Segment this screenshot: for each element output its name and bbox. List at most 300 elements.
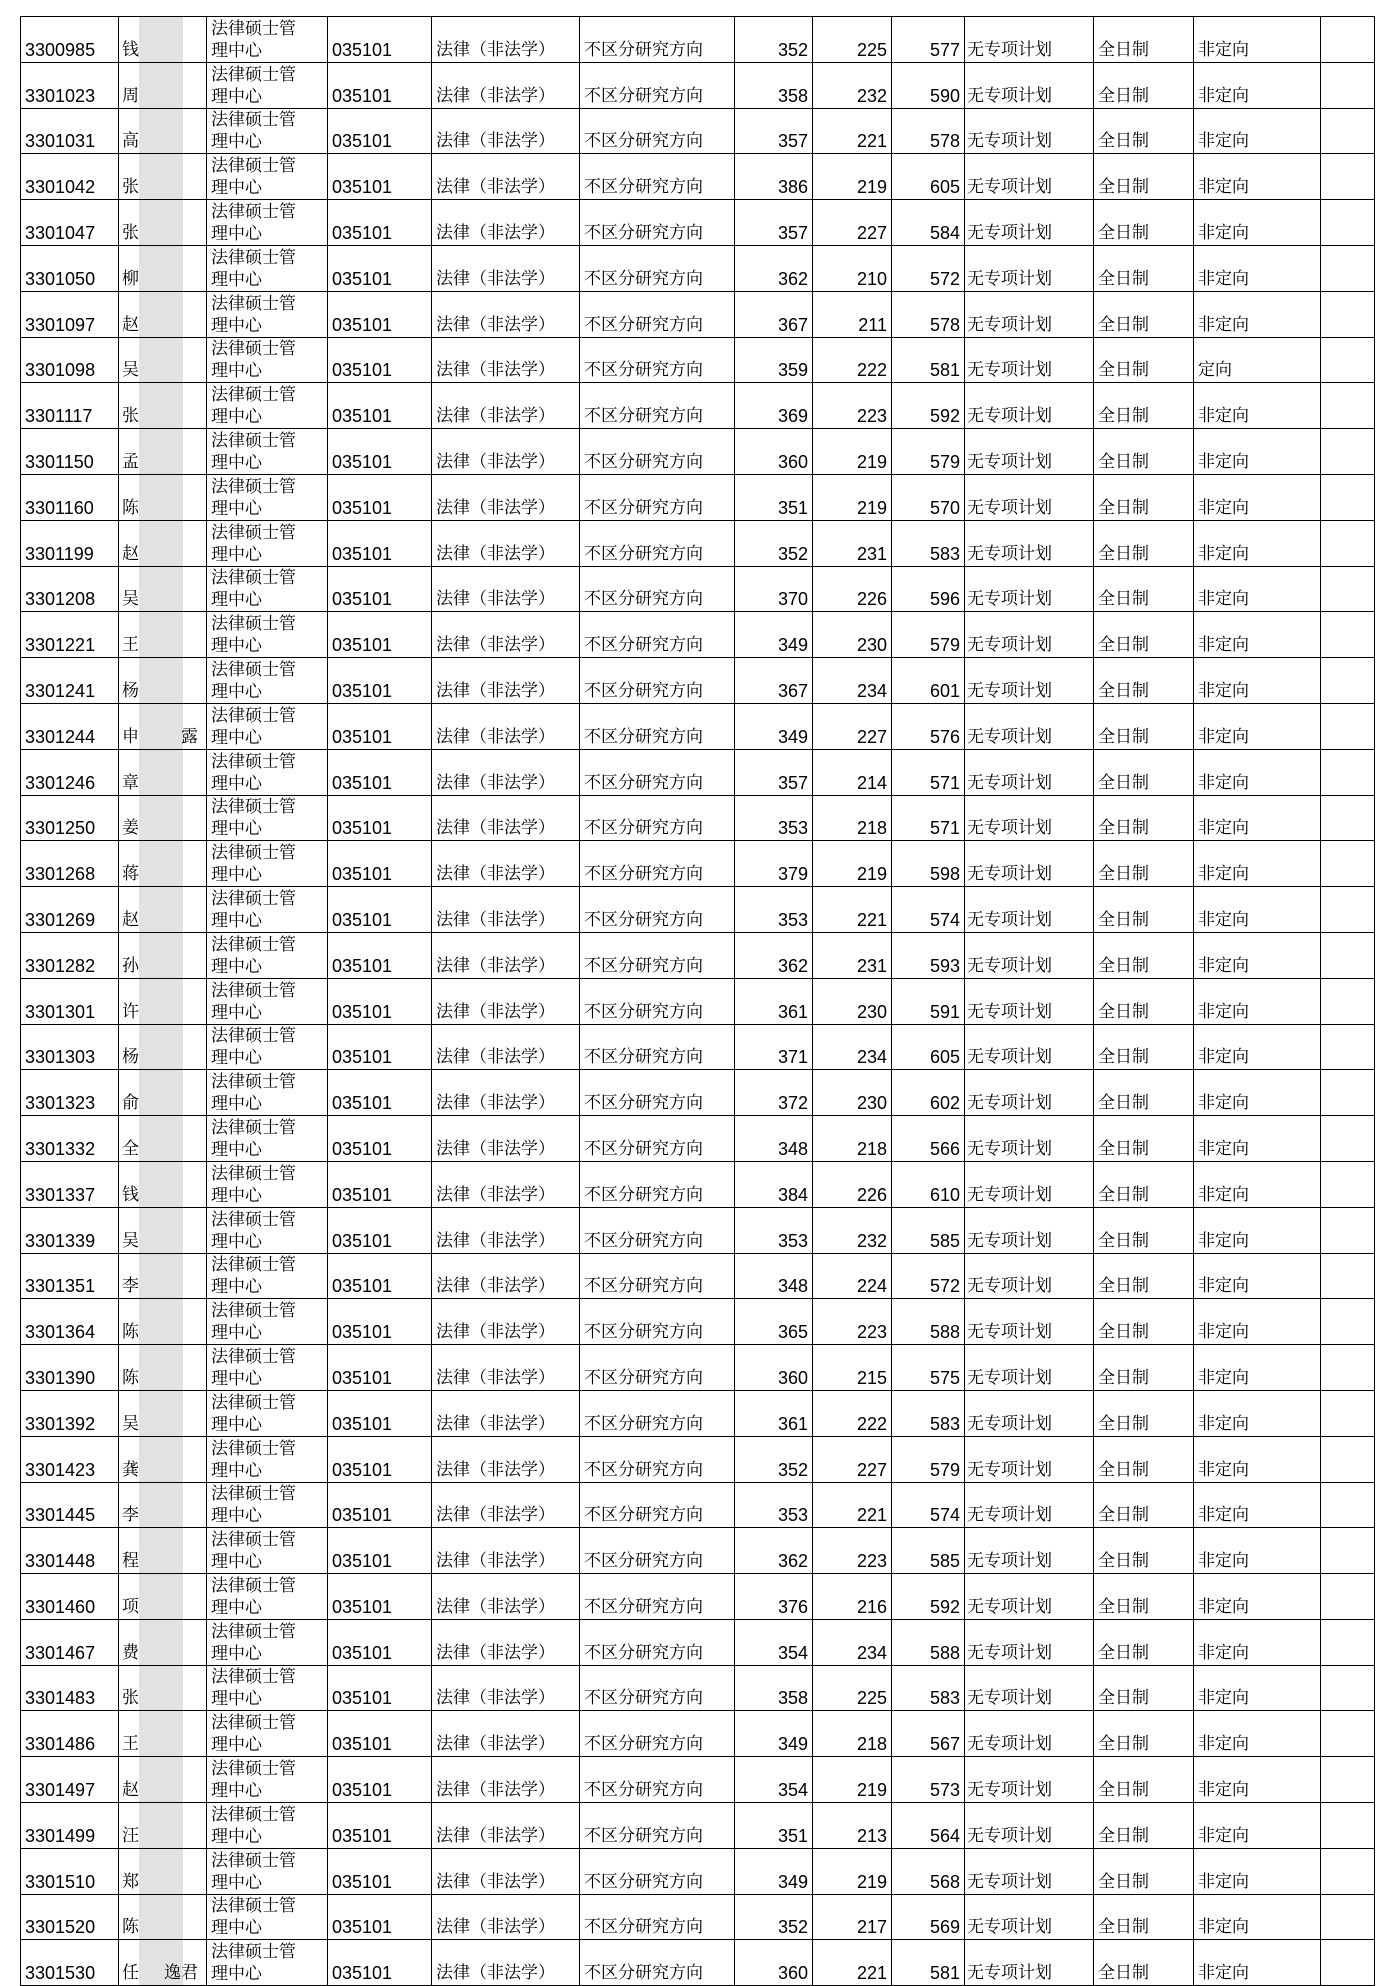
research-direction-cell: 不区分研究方向 [580, 1940, 735, 1986]
research-direction-cell: 不区分研究方向 [580, 1848, 735, 1894]
candidate-name-cell [119, 1482, 207, 1528]
name-redaction-mask [139, 1620, 183, 1665]
candidate-name-cell [119, 154, 207, 200]
table-row [21, 658, 1375, 704]
candidate-id-cell: 3301483 [21, 1665, 119, 1711]
table-row [21, 108, 1375, 154]
empty-cell [1321, 429, 1375, 475]
score-second-cell: 221 [813, 887, 892, 933]
total-score-cell: 592 [892, 383, 965, 429]
name-redaction-mask [139, 1025, 183, 1070]
orientation-type-cell: 非定向 [1194, 1207, 1321, 1253]
research-direction-cell: 不区分研究方向 [580, 1345, 735, 1391]
total-score-cell: 583 [892, 1665, 965, 1711]
candidate-name-text: 杨 [122, 680, 139, 701]
unit-line1: 法律硕士管 [211, 476, 296, 497]
orientation-type-cell: 非定向 [1194, 658, 1321, 704]
unit-line2: 理中心 [211, 269, 262, 290]
score-first-cell: 348 [735, 1253, 813, 1299]
major-name-cell: 法律（非法学） [432, 978, 580, 1024]
table-row [21, 795, 1375, 841]
score-second-cell: 219 [813, 154, 892, 200]
study-mode-cell: 全日制 [1094, 1161, 1194, 1207]
total-score-cell: 581 [892, 337, 965, 383]
special-plan-cell: 无专项计划 [965, 1116, 1094, 1162]
research-direction-cell: 不区分研究方向 [580, 1803, 735, 1849]
empty-cell [1321, 841, 1375, 887]
empty-cell [1321, 1665, 1375, 1711]
unit-line1: 法律硕士管 [211, 522, 296, 543]
total-score-cell: 571 [892, 749, 965, 795]
candidate-id-cell: 3301364 [21, 1299, 119, 1345]
major-name-cell: 法律（非法学） [432, 429, 580, 475]
empty-cell [1321, 795, 1375, 841]
table-row [21, 1116, 1375, 1162]
special-plan-cell: 无专项计划 [965, 520, 1094, 566]
orientation-type-cell: 非定向 [1194, 429, 1321, 475]
score-first-cell: 372 [735, 1070, 813, 1116]
unit-line2: 理中心 [211, 86, 262, 107]
table-row [21, 703, 1375, 749]
name-redaction-mask [139, 521, 183, 566]
study-mode-cell: 全日制 [1094, 887, 1194, 933]
unit-cell [207, 1665, 328, 1711]
research-direction-cell: 不区分研究方向 [580, 1207, 735, 1253]
candidate-name-cell [119, 978, 207, 1024]
score-first-cell: 351 [735, 474, 813, 520]
table-row [21, 291, 1375, 337]
unit-line1: 法律硕士管 [211, 18, 296, 39]
score-first-cell: 353 [735, 1482, 813, 1528]
score-second-cell: 227 [813, 703, 892, 749]
orientation-type-cell: 非定向 [1194, 612, 1321, 658]
score-first-cell: 357 [735, 200, 813, 246]
unit-line2: 理中心 [211, 1048, 262, 1069]
unit-cell [207, 429, 328, 475]
table-row [21, 1207, 1375, 1253]
unit-cell [207, 474, 328, 520]
total-score-cell: 572 [892, 245, 965, 291]
candidate-name-cell [119, 200, 207, 246]
special-plan-cell: 无专项计划 [965, 566, 1094, 612]
research-direction-cell: 不区分研究方向 [580, 1665, 735, 1711]
unit-line1: 法律硕士管 [211, 1621, 296, 1642]
empty-cell [1321, 1482, 1375, 1528]
name-redaction-mask [139, 1208, 183, 1253]
name-redaction-mask [139, 887, 183, 932]
special-plan-cell: 无专项计划 [965, 841, 1094, 887]
score-second-cell: 234 [813, 1024, 892, 1070]
candidate-name-cell [119, 17, 207, 63]
candidate-name-cell [119, 62, 207, 108]
candidate-name-text: 王 [122, 635, 139, 656]
unit-line1: 法律硕士管 [211, 339, 296, 360]
unit-cell [207, 1116, 328, 1162]
special-plan-cell: 无专项计划 [965, 1390, 1094, 1436]
empty-cell [1321, 1940, 1375, 1986]
score-first-cell: 349 [735, 703, 813, 749]
unit-line2: 理中心 [211, 544, 262, 565]
table-body [21, 17, 1375, 1986]
unit-cell [207, 200, 328, 246]
score-second-cell: 210 [813, 245, 892, 291]
orientation-type-cell: 非定向 [1194, 1711, 1321, 1757]
empty-cell [1321, 1161, 1375, 1207]
study-mode-cell: 全日制 [1094, 1390, 1194, 1436]
unit-line1: 法律硕士管 [211, 1575, 296, 1596]
total-score-cell: 593 [892, 932, 965, 978]
candidate-name-cell [119, 1116, 207, 1162]
empty-cell [1321, 17, 1375, 63]
unit-cell [207, 1848, 328, 1894]
name-redaction-mask [139, 1803, 183, 1848]
candidate-id-cell: 3301042 [21, 154, 119, 200]
candidate-name-text: 俞 [122, 1093, 139, 1114]
candidate-id-cell: 3301332 [21, 1116, 119, 1162]
unit-line2: 理中心 [211, 407, 262, 428]
unit-line1: 法律硕士管 [211, 705, 296, 726]
special-plan-cell: 无专项计划 [965, 1711, 1094, 1757]
total-score-cell: 579 [892, 1436, 965, 1482]
orientation-type-cell: 非定向 [1194, 1345, 1321, 1391]
candidate-name-cell [119, 703, 207, 749]
special-plan-cell: 无专项计划 [965, 1253, 1094, 1299]
score-second-cell: 224 [813, 1253, 892, 1299]
candidate-id-cell: 3301339 [21, 1207, 119, 1253]
study-mode-cell: 全日制 [1094, 1436, 1194, 1482]
study-mode-cell: 全日制 [1094, 1757, 1194, 1803]
unit-cell [207, 17, 328, 63]
candidate-id-cell: 3301448 [21, 1528, 119, 1574]
study-mode-cell: 全日制 [1094, 520, 1194, 566]
special-plan-cell: 无专项计划 [965, 337, 1094, 383]
empty-cell [1321, 108, 1375, 154]
major-code-cell: 035101 [328, 749, 432, 795]
unit-line2: 理中心 [211, 1414, 262, 1435]
study-mode-cell: 全日制 [1094, 291, 1194, 337]
name-redaction-mask [139, 246, 183, 291]
unit-cell [207, 932, 328, 978]
total-score-cell: 598 [892, 841, 965, 887]
unit-line2: 理中心 [211, 1872, 262, 1893]
candidate-name-cell [119, 887, 207, 933]
empty-cell [1321, 1894, 1375, 1940]
unit-line1: 法律硕士管 [211, 385, 296, 406]
empty-cell [1321, 1711, 1375, 1757]
score-first-cell: 353 [735, 1207, 813, 1253]
candidate-id-cell: 3301269 [21, 887, 119, 933]
candidate-name-text: 孙 [122, 955, 139, 976]
major-name-cell: 法律（非法学） [432, 1574, 580, 1620]
candidate-name-text: 汪 [122, 1825, 139, 1846]
candidate-name-cell [119, 1070, 207, 1116]
orientation-type-cell: 非定向 [1194, 887, 1321, 933]
major-name-cell: 法律（非法学） [432, 1345, 580, 1391]
major-name-cell: 法律（非法学） [432, 887, 580, 933]
total-score-cell: 566 [892, 1116, 965, 1162]
unit-cell [207, 887, 328, 933]
unit-cell [207, 1207, 328, 1253]
major-name-cell: 法律（非法学） [432, 795, 580, 841]
unit-line2: 理中心 [211, 452, 262, 473]
score-second-cell: 227 [813, 200, 892, 246]
unit-line2: 理中心 [211, 773, 262, 794]
unit-cell [207, 245, 328, 291]
unit-cell [207, 1803, 328, 1849]
unit-line2: 理中心 [211, 40, 262, 61]
unit-cell [207, 795, 328, 841]
major-code-cell: 035101 [328, 932, 432, 978]
orientation-type-cell: 非定向 [1194, 1848, 1321, 1894]
research-direction-cell: 不区分研究方向 [580, 932, 735, 978]
unit-line2: 理中心 [211, 1231, 262, 1252]
candidate-id-cell: 3301268 [21, 841, 119, 887]
empty-cell [1321, 1757, 1375, 1803]
candidate-id-cell: 3301499 [21, 1803, 119, 1849]
unit-cell [207, 703, 328, 749]
candidate-id-cell: 3301031 [21, 108, 119, 154]
empty-cell [1321, 520, 1375, 566]
candidate-id-cell: 3301023 [21, 62, 119, 108]
major-name-cell: 法律（非法学） [432, 1711, 580, 1757]
study-mode-cell: 全日制 [1094, 429, 1194, 475]
major-code-cell: 035101 [328, 1619, 432, 1665]
total-score-cell: 578 [892, 291, 965, 337]
total-score-cell: 569 [892, 1894, 965, 1940]
major-code-cell: 035101 [328, 1207, 432, 1253]
special-plan-cell: 无专项计划 [965, 17, 1094, 63]
table-row [21, 17, 1375, 63]
candidate-id-cell: 3301246 [21, 749, 119, 795]
unit-line1: 法律硕士管 [211, 156, 296, 177]
candidate-id-cell: 3301097 [21, 291, 119, 337]
research-direction-cell: 不区分研究方向 [580, 1482, 735, 1528]
unit-line2: 理中心 [211, 1368, 262, 1389]
major-code-cell: 035101 [328, 245, 432, 291]
score-first-cell: 386 [735, 154, 813, 200]
candidate-name-cell [119, 474, 207, 520]
table-row [21, 154, 1375, 200]
unit-line2: 理中心 [211, 1689, 262, 1710]
study-mode-cell: 全日制 [1094, 1253, 1194, 1299]
major-name-cell: 法律（非法学） [432, 1070, 580, 1116]
candidate-name-cell [119, 1161, 207, 1207]
score-first-cell: 365 [735, 1299, 813, 1345]
special-plan-cell: 无专项计划 [965, 245, 1094, 291]
study-mode-cell: 全日制 [1094, 17, 1194, 63]
empty-cell [1321, 154, 1375, 200]
empty-cell [1321, 1436, 1375, 1482]
research-direction-cell: 不区分研究方向 [580, 154, 735, 200]
candidate-name-cell [119, 795, 207, 841]
name-redaction-mask [139, 200, 183, 245]
major-name-cell: 法律（非法学） [432, 1436, 580, 1482]
unit-cell [207, 1711, 328, 1757]
candidate-name-text: 张 [122, 222, 139, 243]
special-plan-cell: 无专项计划 [965, 1161, 1094, 1207]
candidate-name-text: 钱 [122, 39, 139, 60]
orientation-type-cell: 非定向 [1194, 1894, 1321, 1940]
major-name-cell: 法律（非法学） [432, 1803, 580, 1849]
major-code-cell: 035101 [328, 1757, 432, 1803]
unit-cell [207, 1574, 328, 1620]
unit-line1: 法律硕士管 [211, 201, 296, 222]
orientation-type-cell: 非定向 [1194, 978, 1321, 1024]
major-name-cell: 法律（非法学） [432, 245, 580, 291]
unit-line2: 理中心 [211, 1139, 262, 1160]
table-row [21, 62, 1375, 108]
study-mode-cell: 全日制 [1094, 703, 1194, 749]
name-redaction-mask [139, 17, 183, 62]
research-direction-cell: 不区分研究方向 [580, 291, 735, 337]
major-name-cell: 法律（非法学） [432, 291, 580, 337]
unit-line1: 法律硕士管 [211, 1209, 296, 1230]
candidate-id-cell: 3301244 [21, 703, 119, 749]
special-plan-cell: 无专项计划 [965, 1894, 1094, 1940]
empty-cell [1321, 887, 1375, 933]
score-first-cell: 367 [735, 291, 813, 337]
candidate-name-cell [119, 1665, 207, 1711]
score-second-cell: 230 [813, 612, 892, 658]
table-row [21, 1711, 1375, 1757]
major-code-cell: 035101 [328, 841, 432, 887]
score-second-cell: 219 [813, 1848, 892, 1894]
unit-line2: 理中心 [211, 1918, 262, 1939]
unit-cell [207, 841, 328, 887]
candidate-id-cell: 3301390 [21, 1345, 119, 1391]
score-first-cell: 354 [735, 1757, 813, 1803]
candidate-name-text: 李 [122, 1505, 139, 1526]
major-code-cell: 035101 [328, 795, 432, 841]
major-name-cell: 法律（非法学） [432, 108, 580, 154]
orientation-type-cell: 定向 [1194, 337, 1321, 383]
major-code-cell: 035101 [328, 1345, 432, 1391]
candidate-id-cell: 3301208 [21, 566, 119, 612]
empty-cell [1321, 1070, 1375, 1116]
total-score-cell: 573 [892, 1757, 965, 1803]
study-mode-cell: 全日制 [1094, 108, 1194, 154]
candidate-name-text: 章 [122, 772, 139, 793]
total-score-cell: 577 [892, 17, 965, 63]
research-direction-cell: 不区分研究方向 [580, 612, 735, 658]
unit-line2: 理中心 [211, 1826, 262, 1847]
unit-line2: 理中心 [211, 956, 262, 977]
name-redaction-mask [139, 979, 183, 1024]
major-name-cell: 法律（非法学） [432, 1024, 580, 1070]
name-redaction-mask [139, 429, 183, 474]
unit-line1: 法律硕士管 [211, 1713, 296, 1734]
study-mode-cell: 全日制 [1094, 1528, 1194, 1574]
candidate-id-cell: 3301250 [21, 795, 119, 841]
name-redaction-mask [139, 1254, 183, 1299]
candidate-id-cell: 3301221 [21, 612, 119, 658]
candidate-name-cell [119, 383, 207, 429]
major-name-cell: 法律（非法学） [432, 154, 580, 200]
major-name-cell: 法律（非法学） [432, 612, 580, 658]
research-direction-cell: 不区分研究方向 [580, 200, 735, 246]
study-mode-cell: 全日制 [1094, 337, 1194, 383]
major-code-cell: 035101 [328, 1299, 432, 1345]
unit-cell [207, 1345, 328, 1391]
orientation-type-cell: 非定向 [1194, 841, 1321, 887]
unit-line2: 理中心 [211, 1597, 262, 1618]
unit-cell [207, 658, 328, 704]
name-redaction-mask [139, 1895, 183, 1940]
name-redaction-mask [139, 338, 183, 383]
candidate-name-cell [119, 1711, 207, 1757]
study-mode-cell: 全日制 [1094, 1345, 1194, 1391]
unit-cell [207, 1940, 328, 1986]
candidate-name-cell [119, 1848, 207, 1894]
unit-line2: 理中心 [211, 178, 262, 199]
research-direction-cell: 不区分研究方向 [580, 978, 735, 1024]
special-plan-cell: 无专项计划 [965, 474, 1094, 520]
score-second-cell: 221 [813, 108, 892, 154]
orientation-type-cell: 非定向 [1194, 1436, 1321, 1482]
total-score-cell: 584 [892, 200, 965, 246]
major-code-cell: 035101 [328, 1390, 432, 1436]
score-first-cell: 360 [735, 1345, 813, 1391]
major-code-cell: 035101 [328, 1161, 432, 1207]
table-row [21, 612, 1375, 658]
empty-cell [1321, 200, 1375, 246]
study-mode-cell: 全日制 [1094, 795, 1194, 841]
research-direction-cell: 不区分研究方向 [580, 17, 735, 63]
total-score-cell: 570 [892, 474, 965, 520]
orientation-type-cell: 非定向 [1194, 795, 1321, 841]
candidate-name-text: 姜 [122, 818, 139, 839]
score-first-cell: 352 [735, 520, 813, 566]
total-score-cell: 574 [892, 887, 965, 933]
candidate-name-text: 吴 [122, 1230, 139, 1251]
score-first-cell: 376 [735, 1574, 813, 1620]
name-redaction-mask [139, 63, 183, 108]
orientation-type-cell: 非定向 [1194, 62, 1321, 108]
total-score-cell: 575 [892, 1345, 965, 1391]
unit-cell [207, 1253, 328, 1299]
score-second-cell: 223 [813, 383, 892, 429]
score-second-cell: 226 [813, 566, 892, 612]
total-score-cell: 610 [892, 1161, 965, 1207]
total-score-cell: 576 [892, 703, 965, 749]
candidate-id-cell: 3301486 [21, 1711, 119, 1757]
table-row [21, 841, 1375, 887]
empty-cell [1321, 658, 1375, 704]
candidate-id-cell: 3301241 [21, 658, 119, 704]
score-first-cell: 352 [735, 1894, 813, 1940]
major-code-cell: 035101 [328, 1848, 432, 1894]
unit-cell [207, 337, 328, 383]
research-direction-cell: 不区分研究方向 [580, 1436, 735, 1482]
table-row [21, 1345, 1375, 1391]
candidate-name-text: 赵 [122, 314, 139, 335]
special-plan-cell: 无专项计划 [965, 1024, 1094, 1070]
orientation-type-cell: 非定向 [1194, 1390, 1321, 1436]
unit-line2: 理中心 [211, 865, 262, 886]
table-row [21, 1253, 1375, 1299]
candidate-id-cell: 3301303 [21, 1024, 119, 1070]
special-plan-cell: 无专项计划 [965, 1619, 1094, 1665]
table-row [21, 1070, 1375, 1116]
unit-cell [207, 1894, 328, 1940]
research-direction-cell: 不区分研究方向 [580, 1161, 735, 1207]
empty-cell [1321, 337, 1375, 383]
candidate-name-text: 申 [122, 726, 139, 747]
major-name-cell: 法律（非法学） [432, 1619, 580, 1665]
special-plan-cell: 无专项计划 [965, 154, 1094, 200]
score-second-cell: 225 [813, 1665, 892, 1711]
candidate-id-cell: 3301282 [21, 932, 119, 978]
